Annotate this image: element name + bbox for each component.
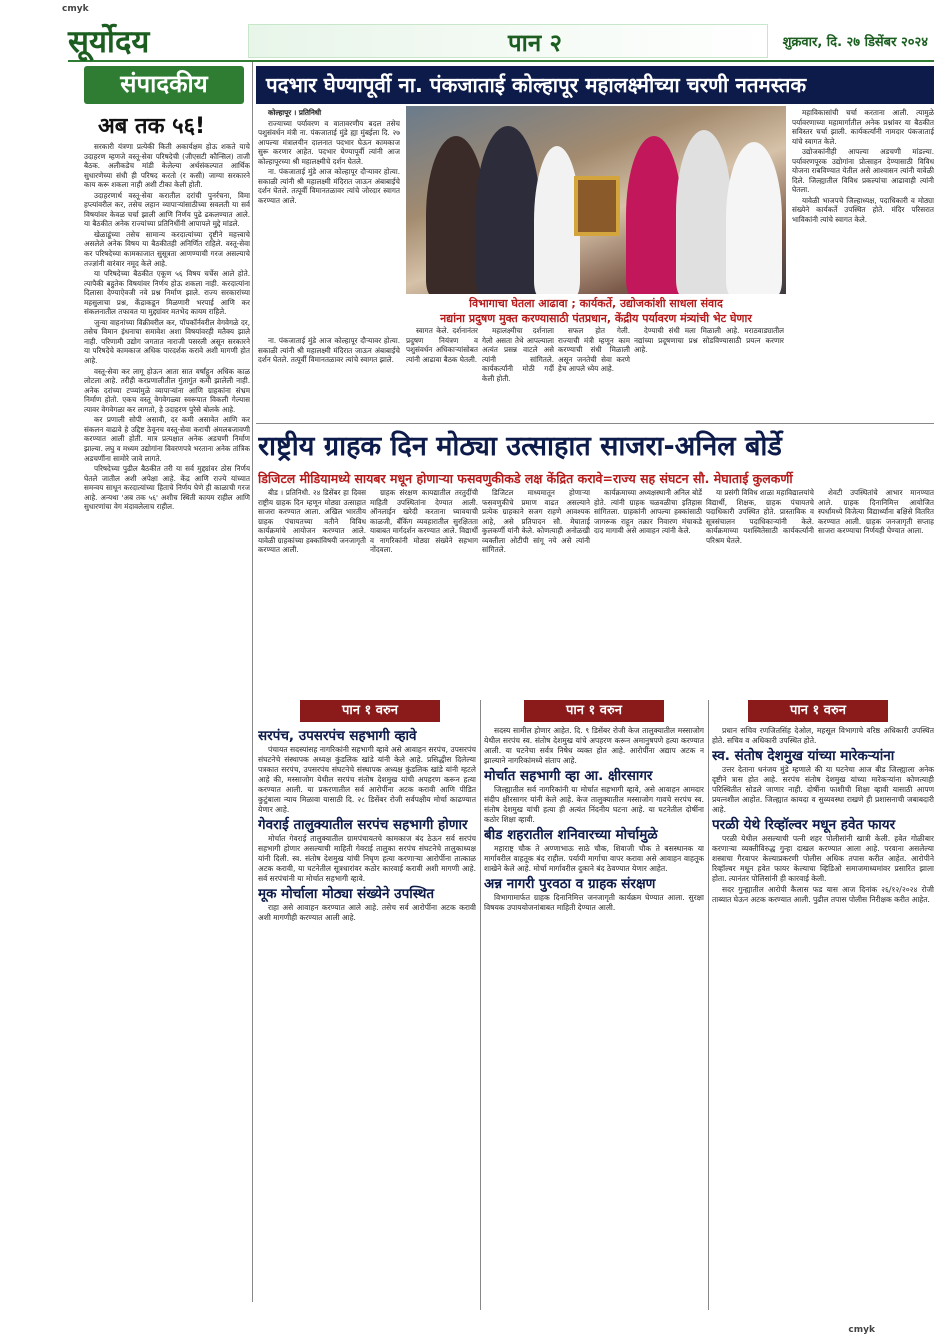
color-registration-mark: cmyk <box>62 4 89 14</box>
editorial-paragraph: परिषदेच्या पुढील बैठकीत तरी या सर्व मुद्द्यांवर ठोस निर्णय घेतले जातील अशी अपेक्षा आहे. केंद्र आणि राज्ये यांच्यात समन्वय साधून करदात्यांच्या हिताचे निर्णय घेणे ही काळाची गरज आहे. अन्यथा 'अब तक ५६' अशीच स्थिती कायम राहील आणि सुधारणांचा वेग मंदावलेलाच राहील. <box>84 464 250 512</box>
top-story-paragraph: स्वागत केले. दर्शनानंतर प्रदुषण नियंत्रण व पशुसंवर्धन अधिकाऱ्यांसोबत त्यांनी आढावा बैठक घेतली. <box>406 326 478 364</box>
editorial-title: अब तक ५६! <box>98 114 206 139</box>
section-subheading: परळी येथे रिव्हॉल्वर मधून हवेत फायर <box>712 817 896 833</box>
top-story-column <box>258 108 400 356</box>
column-divider <box>480 700 481 1310</box>
photo-caption <box>406 296 786 326</box>
caption-line-1: विभागाचा घेतला आढावा ; कार्यकर्ते, उद्योजकांशी साधला संवाद <box>469 297 723 310</box>
continued-banner: पान १ वरुन <box>748 700 888 722</box>
news-photo <box>406 106 786 294</box>
top-story-headline: पदभार घेण्यापूर्वी ना. पंकजाताई कोल्हापूर महालक्ष्मीच्या चरणी नतमस्तक <box>256 66 934 104</box>
editorial-paragraph: वस्तू-सेवा कर लागू होऊन आता सात वर्षांहून अधिक काळ लोटला आहे. तरीही करप्रणालीतील गुंतागुंत कमी झालेली नाही. अनेक दरांच्या टप्प्यांमुळे व्यापाऱ्यांना आणि ग्राहकांना संभ्रम निर्माण होतो. एकच वस्तू वेगवेगळ्या स्वरूपात विकली गेल्यास त्यावर वेगवेगळा कर लागतो, हे उदाहरण पुरेसे बोलके आहे. <box>84 366 250 414</box>
consumer-day-paragraph: कार्यक्रमाच्या अध्यक्षस्थानी अनिल बोर्डे होते. त्यांनी ग्राहक चळवळीचा इतिहास सांगितला. ग्राहकांनी आपल्या हक्कांसाठी जागरूक राहून तक्रार निवारण मंचाकडे दाद मागावी असे आवाहन त्यांनी केले. <box>594 488 702 536</box>
top-story-column <box>406 326 478 422</box>
continued-paragraph: पंचायत सदस्यांसह नागरिकांनी सहभागी व्हावे असे आवाहन सरपंच, उपसरपंच संघटनेचे संस्थापक अध्यक्ष कुंडलिक खांडे यांनी केले आहे. प्रसिद्धीस दिलेल्या पत्रकात सरपंच, उपसरपंच संघटनेचे संस्थापक अध्यक्ष कुंडलिक खांडे यांनी म्हटले आहे की, मस्साजोग येथील सरपंच संतोष देशमुख यांची अपहरण करून हत्या करण्यात आली. या प्रकरणातील सर्व आरोपींना अटक करावी आणि पीडित कुटुंबाला न्याय मिळावा यासाठी दि. २८ डिसेंबर रोजी सर्वपक्षीय मोर्चा काढण्यात येणार आहे. <box>258 745 476 814</box>
top-story-column <box>258 336 400 422</box>
editorial-paragraph: कर प्रणाली सोपी असावी, दर कमी असावेत आणि कर संकलन वाढावे हे उद्दिष्ट ठेवूनच वस्तू-सेवा कराची अंमलबजावणी करण्यात आली होती. मात्र प्रत्यक्षात अनेक अडचणी निर्माण झाल्या. लघु व मध्यम उद्योगांना विवरणपत्रे भरताना अनेक तांत्रिक अडचणींना सामोरे जावे लागते. <box>84 415 250 463</box>
continued-column <box>484 726 704 1312</box>
consumer-day-paragraph: ग्राहक संरक्षण कायद्यातील तरतुदींची माहिती उपस्थितांना देण्यात आली. ऑनलाईन खरेदी करताना घ्यावयाची काळजी, बँकिंग व्यवहारातील सुरक्षितता याबाबत मार्गदर्शन करण्यात आले. विद्यार्थी व नागरिकांनी मोठ्या संख्येने सहभाग नोंदवला. <box>370 488 478 555</box>
consumer-day-column <box>706 488 814 694</box>
column-divider <box>708 700 709 1310</box>
consumer-day-subheadline: डिजिटल मीडियामध्ये सायबर मधून होणाऱ्या फसवणुकीकडे लक्ष केंद्रित करावे=राज्य सह संघटन सौ. मेघाताई कुलकर्णी <box>258 471 793 486</box>
continued-paragraph: राहा असे आवाहन करण्यात आले आहे. तसेच सर्व आरोपींना अटक करावी अशी मागणीही करण्यात आली आहे. <box>258 903 476 922</box>
consumer-day-paragraph: बीड । प्रतिनिधी. २४ डिसेंबर हा दिवस राष्ट्रीय ग्राहक दिन म्हणून मोठ्या उत्साहात साजरा करण्यात आला. अखिल भारतीय ग्राहक पंचायतच्या वतीने विविध कार्यक्रमांचे आयोजन करण्यात आले. यावेळी ग्राहकांच्या हक्कांविषयी जनजागृती करण्यात आली. <box>258 488 366 555</box>
continued-paragraph: विभागामार्फत ग्राहक दिनानिमित्त जनजागृती कार्यक्रम घेण्यात आला. सुरक्षा विषयक उपाययोजनांबाबत माहिती देण्यात आली. <box>484 893 704 912</box>
continued-banner: पान १ वरुन <box>524 700 664 722</box>
section-subheading: मोर्चात सहभागी व्हा आ. क्षीरसागर <box>484 768 653 784</box>
editorial-paragraph: खेळाडूंच्या तसेच सामान्य करदात्यांच्या दृष्टीने महत्त्वाचे असलेले अनेक विषय या बैठकीतही अनिर्णित राहिले. वस्तू-सेवा कर परिषदेच्या कामकाजात सुसूत्रता आणण्याची गरज असल्याचे तज्ज्ञांनी वारंवार नमूद केले आहे. <box>84 229 250 268</box>
consumer-day-column <box>258 488 366 694</box>
section-subheading: स्व. संतोष देशमुख यांच्या मारेकऱ्यांना <box>712 748 895 764</box>
continued-paragraph: उत्तर देताना धनंजय मुंडे म्हणाले की या घटनेचा आज बीड जिल्ह्याला अनेक दृष्टीने त्रास होत आहे. सरपंच संतोष देशमुख यांच्या मारेकऱ्यांना कोणत्याही परिस्थितीत सोडले जाणार नाही. दोषींना फाशीची शिक्षा व्हावी यासाठी आपण प्रयत्नशील आहोत. जिल्ह्यात कायदा व सुव्यवस्था राखणे ही प्रशासनाची जबाबदारी आहे. <box>712 765 934 814</box>
top-story-column <box>558 326 630 422</box>
newspaper-logo: सूर्योदय <box>68 24 150 60</box>
top-story-dateline: कोल्हापूर । प्रतिनिधी <box>268 108 322 117</box>
consumer-day-paragraph: या प्रसंगी विविध शाळा महाविद्यालयांचे विद्यार्थी, शिक्षक, ग्राहक पंचायतचे पदाधिकारी उपस्थित होते. प्रास्ताविक व सूत्रसंचालन पदाधिकाऱ्यांनी केले. कार्यक्रमाच्या यशस्वितेसाठी कार्यकर्त्यांनी परिश्रम घेतले. <box>706 488 814 545</box>
top-story-paragraph: यावेळी भाजपचे जिल्हाध्यक्ष, पदाधिकारी व मोठ्या संख्येने कार्यकर्ते उपस्थित होते. मंदिर परिसरात भाविकांनी त्यांचे स्वागत केले. <box>792 195 934 225</box>
continued-paragraph: प्रधान सचिव रणजितसिंह देओल, महसूल विभागाचे वरिष्ठ अधिकारी उपस्थित होते. सचिव व अधिकारी उपस्थित होते. <box>712 726 934 745</box>
editorial-paragraph: या परिषदेच्या बैठकीत एकूण ५६ विषय चर्चेस आले होते. त्यापैकी बहुतेक विषयांवर निर्णय होऊ शकला नाही. करदात्यांना दिलासा देण्याऐवजी नवे प्रश्न निर्माण झाले. राज्य सरकारांच्या महसुलाचा प्रश्न, केंद्राकडून मिळणारी भरपाई आणि कर संकलनातील तफावत या मुद्द्यांवर मतभेद कायम राहिले. <box>84 269 250 317</box>
consumer-day-paragraph: शेवटी उपस्थितांचे आभार मानण्यात आले. ग्राहक दिनानिमित्त आयोजित स्पर्धांमध्ये विजेत्या विद्यार्थ्यांना बक्षिसे वितरित करण्यात आली. ग्राहक जनजागृती सप्ताह साजरा करण्याचा निर्णयही घेण्यात आला. <box>818 488 934 536</box>
continued-column <box>712 726 934 1312</box>
consumer-day-column <box>482 488 590 694</box>
issue-date: शुक्रवार, दि. २७ डिसेंबर २०२४ <box>782 35 928 50</box>
top-story-paragraph: ना. पंकजाताई मुंडे आज कोल्हापूर दौऱ्यावर होत्या. सकाळी त्यांनी श्री महालक्ष्मी मंदिरात जाऊन अंबाबाईचे दर्शन घेतले. तत्पूर्वी विमानतळावर त्यांचे जोरदार स्वागत करण्यात आले. <box>258 167 400 205</box>
consumer-day-column <box>594 488 702 694</box>
top-story-paragraph: महाविकासांची चर्चा करताना आली. त्यामुळे पर्यावरणाच्या महामार्गातील अनेक प्रश्नांवर या बैठकीत सविस्तर चर्चा झाली. कार्यकर्त्यांनी नामदार पंकजाताई यांचे स्वागत केले. <box>792 108 934 146</box>
color-registration-mark: cmyk <box>848 1325 875 1335</box>
section-subheading: अन्न नागरी पुरवठा व ग्राहक संरक्षण <box>484 876 656 892</box>
continued-paragraph: जिल्ह्यातील सर्व नागरिकांनी या मोर्चात सहभागी व्हावे, असे आवाहन आमदार संदीप क्षीरसागर यांनी केले आहे. केज तालुक्यातील मस्साजोग गावचे सरपंच स्व. संतोष देशमुख यांची हत्या ही अत्यंत निंदनीय घटना आहे. या घटनेतील दोषींना कठोर शिक्षा व्हावी. <box>484 785 704 824</box>
top-story-paragraph: सफल होत गेली. राज्याची मंत्री म्हणून काम करण्याची संधी मिळाली असून जनतेची सेवा करणे हेच आपले ध्येय आहे. <box>558 326 630 374</box>
top-story-paragraph: उद्योजकांनीही आपल्या अडचणी मांडल्या. पर्यावरणपूरक उद्योगांना प्रोत्साहन देण्यासाठी विविध योजना राबविण्यात येतील असे आश्वासन त्यांनी यावेळी दिले. जिल्ह्यातील विविध प्रकल्पांचा आढावाही त्यांनी घेतला. <box>792 147 934 195</box>
continued-column <box>258 726 476 1312</box>
top-story-column <box>482 326 554 422</box>
section-subheading: मूक मोर्चाला मोठ्या संख्येने उपस्थित <box>258 886 435 902</box>
continued-paragraph: सदर गुन्ह्यातील आरोपी कैलास फड यास आज दिनांक २६/१२/२०२४ रोजी ताब्यात घेऊन अटक करण्यात आली. पुढील तपास पोलीस निरीक्षक करीत आहेत. <box>712 885 934 904</box>
continued-paragraph: मोर्चात गेवराई तालुक्यातील ग्रामपंचायतचे कामकाज बंद ठेऊन सर्व सरपंच सहभागी होणार असल्याची माहिती गेवराई तालुका सरपंच संघटनेचे तालुकाध्यक्ष यांनी दिली. स्व. संतोष देशमुख यांची निघृण हत्या करणाऱ्या आरोपींना तात्काळ अटक करावी, या घटनेतील सूत्रधारांवर कठोर कारवाई करावी अशी मागणी आहे. सर्व सरपंचांनी या मोर्चात सहभागी व्हावे. <box>258 834 476 883</box>
column-divider <box>252 62 253 1302</box>
section-subheading: बीड शहरातील शनिवारच्या मोर्चामुळे <box>484 827 658 843</box>
section-subheading: सरपंच, उपसरपंच सहभागी व्हावे <box>258 728 417 744</box>
consumer-day-column <box>370 488 478 694</box>
caption-line-2: नद्यांना प्रदुषण मुक्त करण्यासाठी पंतप्रधान, केंद्रीय पर्यावरण मंत्र्यांची भेट घेणार <box>440 312 752 325</box>
consumer-day-paragraph: डिजिटल माध्यमातून होणाऱ्या फसवणुकीचे प्रमाण वाढत असल्याने प्रत्येक ग्राहकाने सजग राहणे आवश्यक आहे, असे प्रतिपादन सौ. मेघाताई कुलकर्णी यांनी केले. कोणत्याही अनोळखी व्यक्तीला ओटीपी सांगू नये असे त्यांनी सांगितले. <box>482 488 590 555</box>
editorial-body <box>84 142 250 1292</box>
top-story-paragraph: ना. पंकजाताई मुंडे आज कोल्हापूर दौऱ्यावर होत्या. सकाळी त्यांनी श्री महालक्ष्मी मंदिरात जाऊन अंबाबाईचे दर्शन घेतले. तत्पूर्वी विमानतळावर त्यांचे स्वागत झाले. <box>258 336 400 365</box>
continued-paragraph: परळी येथील असल्याची पत्नी शहर पोलीसांनी खात्री केली. हवेत गोळीबार करणाऱ्या व्यक्तीविरुद्ध गुन्हा दाखल करण्यात आला आहे. परवाना असलेल्या शस्त्राचा गैरवापर केल्याप्रकरणी पोलीस अधिक तपास करीत आहेत. आरोपीने रिव्हॉल्वर मधून हवेत फायर केल्याचा व्हिडिओ समाजमाध्यमांवर प्रसारित झाला होता. त्यानंतर पोलिसांनी ही कारवाई केली. <box>712 834 934 883</box>
continued-paragraph: महाराष्ट्र चौक ते अण्णाभाऊ साठे चौक, शिवाजी चौक ते बसस्थानक या मार्गावरील वाहतूक बंद राहील. पर्यायी मार्गाचा वापर करावा असे आवाहन वाहतूक शाखेने केले आहे. मोर्चा मार्गावरील दुकाने बंद ठेवण्यात येणार आहेत. <box>484 844 704 873</box>
continued-banner: पान १ वरुन <box>300 700 440 722</box>
top-story-paragraph: महालक्ष्मीचा दर्शनाला गेलो असता तेथे आपल्याला अत्यंत प्रसन्न वाटले असे त्यांनी सांगितले. कार्यकर्त्यांनी मोठी गर्दी केली होती. <box>482 326 554 383</box>
section-divider <box>256 423 934 424</box>
section-subheading: गेवराई तालुक्यातील सरपंच सहभागी होणार <box>258 817 468 833</box>
editorial-paragraph: उदाहरणार्थ वस्तू-सेवा करातील दरांची पुनर्रचना, विमा हप्त्यांवरील कर, तसेच लहान व्यापाऱ्यांसाठीच्या सवलती या सर्व विषयांवर केवळ चर्चा झाली आणि निर्णय पुढे ढकलण्यात आले. या बैठकीत अनेक राज्यांच्या प्रतिनिधींनी आपापले मुद्दे मांडले. <box>84 190 250 229</box>
top-story-paragraph: देण्याची संधी मला मिळाली आहे. मराठवाड्यातील नद्यांच्या प्रदूषणाचा प्रश्न सोडविण्यासाठी प्रयत्न करणार आहे. <box>634 326 784 355</box>
masthead <box>68 22 934 62</box>
editorial-paragraph: सरकारी यंत्रणा प्रत्येकी किती अकार्यक्षम होऊ शकते याचे उदाहरण म्हणजे वस्तू-सेवा परिषदेची (जीएसटी कौन्सिल) ताजी बैठक. अलीकडेच मांडी केलेल्या अर्थसंकल्पात आर्थिक सुधारणेच्या संधी ही परिषद करतो (र कसी) जाग्या सरकारने काय करू शकला नाही अशी टीका केली होती. <box>84 142 250 190</box>
top-story-column <box>634 326 784 422</box>
continued-paragraph: सदस्य सामील होणार आहेत. दि. ९ डिसेंबर रोजी केज तालुक्यातील मस्साजोग येथील सरपंच स्व. संतोष देशमुख यांचे अपहरण करून अमानुषपणे हत्या करण्यात आली. या घटनेचा सर्वत्र निषेध व्यक्त होत आहे. आरोपींना अद्याप अटक न झाल्याने नागरिकांमध्ये संताप आहे. <box>484 726 704 765</box>
consumer-day-column <box>818 488 934 694</box>
editorial-header: संपादकीय <box>84 66 244 104</box>
top-story-right-column <box>792 108 934 424</box>
consumer-day-headline: राष्ट्रीय ग्राहक दिन मोठ्या उत्साहात साजरा-अनिल बोर्डे <box>258 431 782 462</box>
editorial-paragraph: जुन्या वाहनांच्या विक्रीवरील कर, पॉपकॉर्नवरील वेगवेगळे दर, तसेच विमान इंधनाचा समावेश अशा विषयांवरही मतैक्य झाले नाही. परिणामी उद्योग जगतात नाराजी पसरली असून सरकारने या परिषदेचे कामकाज अधिक पारदर्शक करावे अशी मागणी होत आहे. <box>84 317 250 366</box>
page-number: पान २ <box>508 29 563 57</box>
top-story-paragraph: राज्याच्या पर्यावरण व वातावरणीय बदल तसेच पशुसंवर्धन मंत्री ना. पंकजाताई मुंडे ह्या मुंबईला दि. २७ आपल्या मंत्रालयीन दालनात पदभार घेऊन कामकाज सुरू करणार आहेत. पदभार घेण्यापूर्वी त्यांनी आज कोल्हापूरच्या श्री महालक्ष्मीचे दर्शन घेतले. <box>258 118 400 166</box>
